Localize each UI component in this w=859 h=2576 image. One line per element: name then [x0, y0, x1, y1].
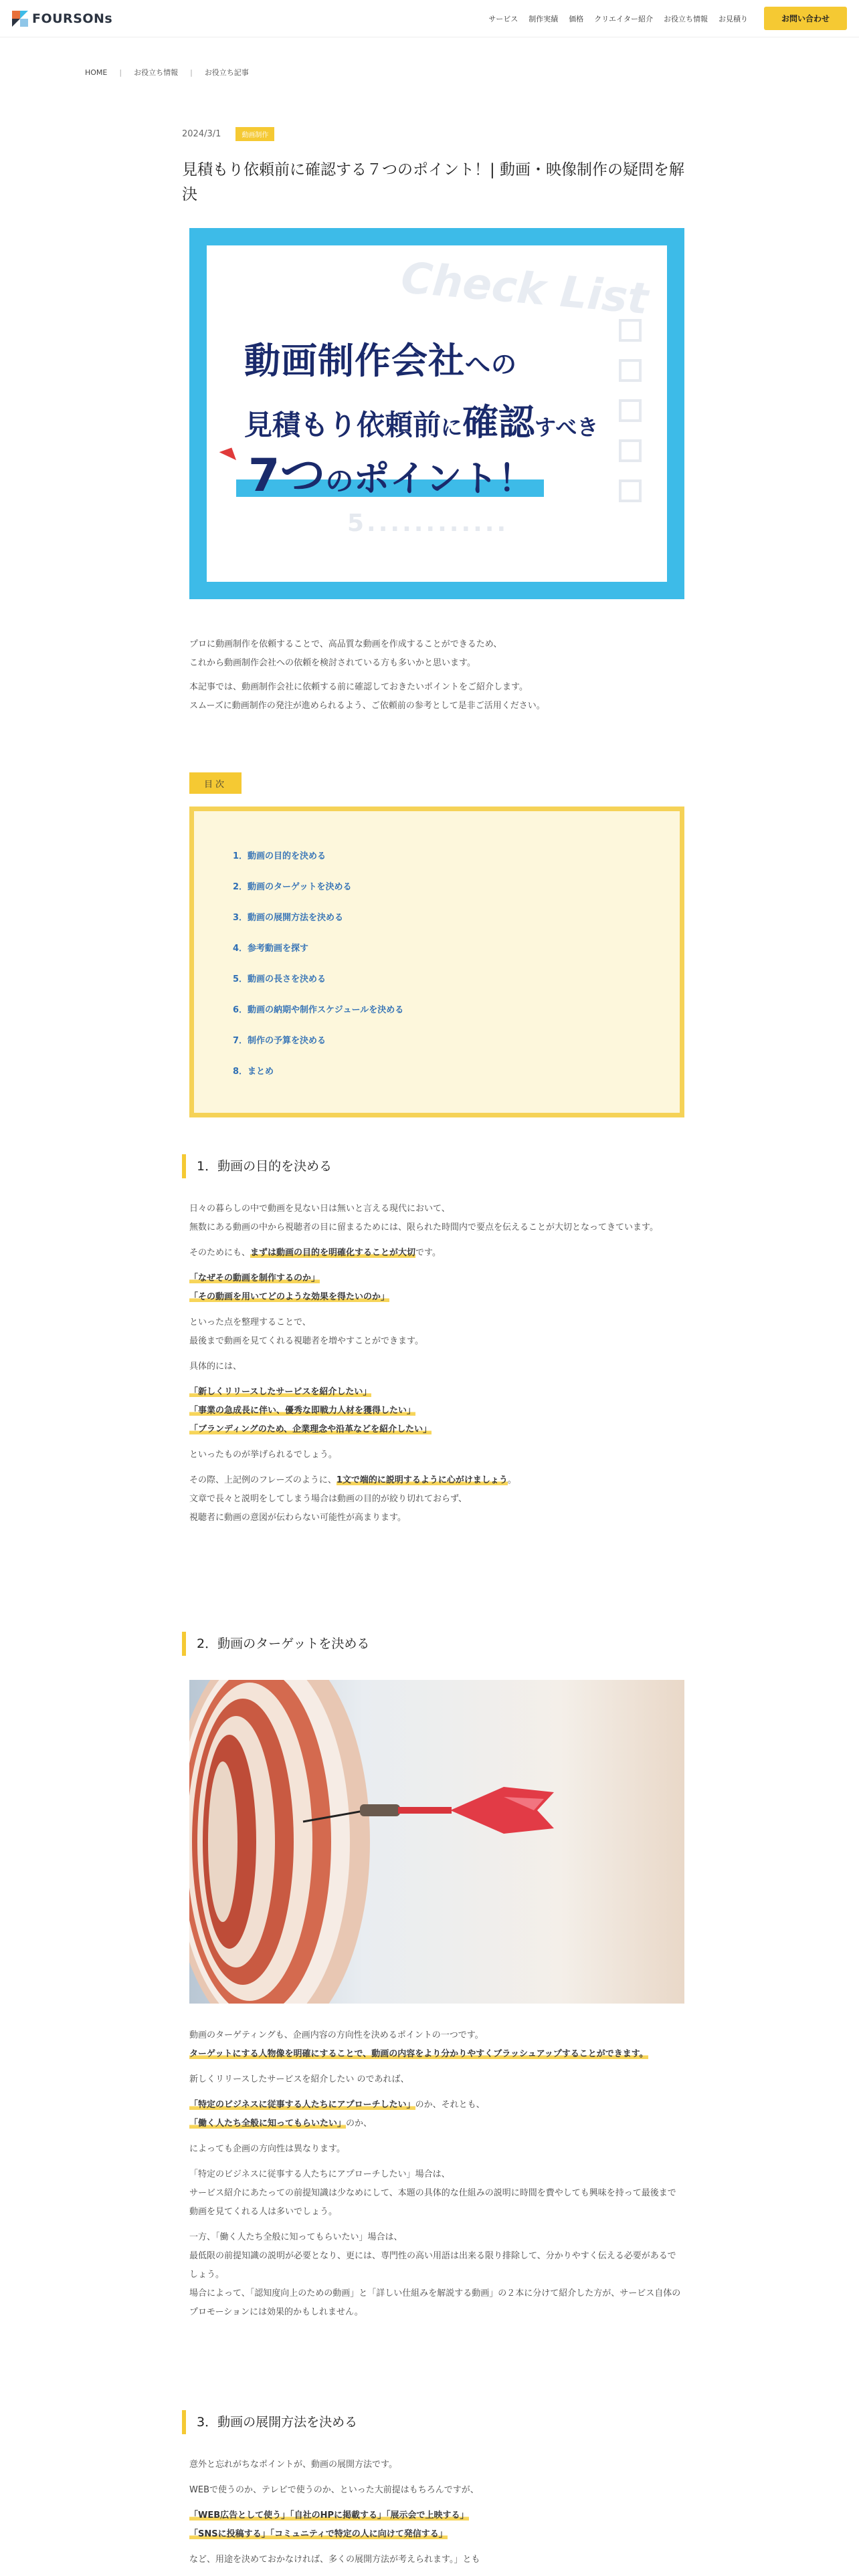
breadcrumb-home[interactable]: HOME [85, 68, 108, 77]
highlight-text: 「その動画を用いてどのような効果を得たいのか」 [189, 1292, 390, 1302]
paragraph: WEBで使うのか、テレビで使うのか、といった大前提はもちろんですが、 [189, 2485, 479, 2495]
paragraph: など、用途を決めておかなければ、多くの展開方法が考えられます。」とも [189, 2555, 480, 2565]
toc-item[interactable]: 7．制作の予算を決める [233, 1036, 326, 1046]
hero-text: 7つ [248, 449, 326, 502]
text: のか、それとも、 [415, 2100, 485, 2110]
breadcrumb-info[interactable]: お役立ち情報 [134, 68, 179, 77]
hero-text: の [325, 465, 354, 498]
checkbox-icon [619, 439, 642, 462]
toc-item[interactable]: 3．動画の展開方法を決める [233, 913, 344, 923]
paragraph: スムーズに動画制作の発注が進められるよう、ご依頼前の参考として是非ご活用ください。 [189, 701, 545, 711]
breadcrumb-current: お役立ち記事 [204, 68, 249, 77]
paragraph [189, 2525, 684, 2544]
hero-text: すべき [535, 415, 599, 440]
text: のか、 [346, 2119, 373, 2129]
contact-button[interactable]: お問い合わせ [764, 7, 847, 30]
paragraph [189, 1244, 684, 1263]
paragraph [189, 1402, 684, 1420]
article-meta [182, 127, 685, 141]
hero-text: 見積もり依頼前 [244, 409, 442, 441]
toc-item[interactable]: 2．動画のターゲットを決める [233, 882, 352, 892]
checkbox-icon [619, 399, 642, 422]
paragraph: 場合によって、「認知度向上のための動画」と「詳しい仕組みを解説する動画」の２本に分けて紹介した方が、サービス自体のプロモーションには効果的かもしれません。 [189, 2288, 681, 2317]
paragraph: といったものが挙げられるでしょう。 [189, 1450, 337, 1460]
logo-icon [12, 11, 28, 27]
section3-body [189, 2456, 684, 2569]
paragraph [189, 1471, 684, 1490]
toc-item[interactable]: 1．動画の目的を決める [233, 851, 326, 861]
article-date: 2024/3/1 [182, 129, 221, 139]
paragraph [189, 1420, 684, 1439]
paragraph: 最低限の前提知識の説明が必要となり、更には、専門性の高い用語は出来る限り排除して、分かりやすく伝える必要があるでしょう。 [189, 2251, 676, 2280]
highlight-text: ターゲットにする人物像を明確にすることで、動画の内容をより分かりやすくブラッシュアップすることができます。 [189, 2049, 648, 2059]
hero-headline-3 [248, 439, 534, 504]
highlight-text: 「事業の急成長に伴い、優秀な即戦力人材を獲得したい」 [189, 1406, 416, 1416]
logo[interactable] [12, 11, 112, 27]
toc-item[interactable]: 8．まとめ [233, 1067, 274, 1077]
hero-text: ポイント！ [353, 457, 535, 500]
paragraph: によっても企画の方向性は異なります。 [189, 2144, 345, 2154]
hero-headline-2 [244, 394, 598, 445]
intro-text-2 [189, 678, 684, 716]
nav-item-creators[interactable]: クリエイター紹介 [594, 14, 653, 23]
dartboard-image [189, 1680, 684, 2004]
paragraph [189, 2045, 684, 2064]
hero-text: 動画制作会社 [244, 340, 465, 382]
checkbox-icon [619, 319, 642, 342]
paragraph [189, 2096, 684, 2115]
checkbox-icon [619, 359, 642, 382]
paragraph: 意外と忘れがちなポイントが、動画の展開方法です。 [189, 2460, 397, 2470]
highlight-text: 「SNSに投稿する」「コミュニティで特定の人に向けて発信する」 [189, 2529, 448, 2539]
paragraph: 無数にある動画の中から視聴者の目に留まるためには、限られた時間内で要点を伝えることが大切となってきています。 [189, 1222, 658, 1232]
section1-body [189, 1200, 684, 1527]
main-nav [488, 7, 847, 30]
section-heading: 1．動画の目的を決める [182, 1154, 685, 1178]
paragraph: 具体的には、 [189, 1362, 242, 1372]
paragraph: 動画のターゲティングも、企画内容の方向性を決めるポイントの一つです。 [189, 2030, 484, 2040]
hero-watermark: Check List [399, 253, 650, 324]
paragraph: 視聴者に動画の意図が伝わらない可能性が高まります。 [189, 1513, 406, 1523]
site-header [0, 0, 859, 37]
text: 。 [507, 1475, 516, 1485]
paragraph: プロに動画制作を依頼することで、高品質な動画を作成することができるため、 [189, 639, 502, 649]
article-title: 見積もり依頼前に確認する７つのポイント！| 動画・映像制作の疑問を解決 [182, 161, 685, 203]
dart-target-photo [189, 1680, 684, 2004]
paragraph [189, 1269, 684, 1288]
highlight-text: 「ブランディングのため、企業理念や沿革などを紹介したい」 [189, 1424, 432, 1434]
highlight-text: 「働く人たち全般に知ってもらいたい」 [189, 2119, 347, 2129]
nav-item-info[interactable]: お役立ち情報 [663, 14, 708, 23]
category-badge[interactable]: 動画制作 [235, 127, 274, 141]
hero-headline-1 [244, 332, 517, 384]
paragraph: サービス紹介にあたっての前提知識は少なめにして、本題の具体的な仕組みの説明に時間を費やしても興味を持って最後まで動画を見てくれる人は多いでしょう。 [189, 2188, 676, 2217]
highlight-text: 「特定のビジネスに従事する人たちにアプローチしたい」 [189, 2100, 415, 2110]
checkbox-decoration [613, 319, 654, 520]
hero-text: 確認 [462, 401, 535, 443]
nav-item-price[interactable]: 価格 [569, 14, 584, 23]
hero-text: への [465, 350, 518, 379]
paragraph: 新しくリリースしたサービスを紹介したい のであれば、 [189, 2074, 409, 2084]
toc-item[interactable]: 5．動画の長さを決める [233, 974, 326, 984]
text: です。 [415, 1248, 441, 1258]
paragraph: 本記事では、動画制作会社に依頼する前に確認しておきたいポイントをご紹介します。 [189, 682, 528, 692]
paragraph: 最後まで動画を見てくれる視聴者を増やすことができます。 [189, 1336, 423, 1346]
hero-dots: 5............ [347, 510, 509, 537]
paragraph [189, 2115, 684, 2133]
text: その際、上記例のフレーズのように、 [189, 1475, 337, 1485]
toc-label: 目次 [189, 772, 242, 794]
toc-item[interactable]: 4．参考動画を探す [233, 944, 309, 954]
hero-canvas [207, 245, 667, 582]
section-heading: 3．動画の展開方法を決める [182, 2410, 685, 2434]
nav-item-works[interactable]: 制作実績 [529, 14, 559, 23]
paragraph: といった点を整理することで、 [189, 1317, 311, 1327]
paragraph: 文章で長々と説明をしてしまう場合は動画の目的が絞り切れておらず、 [189, 1494, 467, 1504]
highlight-text: 「WEB広告として使う」「自社のHPに掲載する」「展示会で上映する」 [189, 2510, 469, 2520]
checkbox-icon [619, 479, 642, 502]
paragraph: これから動画制作会社への依頼を検討されている方も多いかと思います。 [189, 658, 476, 668]
highlight-text: まずは動画の目的を明確化することが大切 [250, 1248, 416, 1258]
emphasis-icon: ◥ [217, 443, 237, 467]
text: そのためにも、 [189, 1248, 251, 1258]
breadcrumb-separator: | [190, 68, 193, 77]
toc-item[interactable]: 6．動画の納期や制作スケジュールを決める [233, 1005, 404, 1015]
paragraph: 一方、「働く人たち全般に知ってもらいたい」場合は、 [189, 2232, 403, 2242]
hero-text: に [441, 415, 463, 440]
paragraph: 「特定のビジネスに従事する人たちにアプローチしたい」場合は、 [189, 2169, 450, 2179]
paragraph [189, 1383, 684, 1402]
paragraph: 日々の暮らしの中で動画を見ない日は無いと言える現代において、 [189, 1204, 450, 1214]
paragraph [189, 2506, 684, 2525]
table-of-contents [189, 807, 684, 1117]
nav-item-estimate[interactable]: お見積り [718, 14, 748, 23]
logo-text: FOURSONs [32, 11, 113, 26]
intro-text [189, 635, 684, 673]
highlight-text: 「新しくリリースしたサービスを紹介したい」 [189, 1387, 372, 1397]
hero-image [189, 228, 684, 599]
section2-body [189, 2026, 684, 2322]
breadcrumb-separator: | [119, 68, 122, 77]
highlight-text: 1文で端的に説明するように心がけましょう [336, 1475, 508, 1485]
paragraph [189, 1288, 684, 1307]
breadcrumb [85, 67, 249, 78]
nav-item-services[interactable]: サービス [488, 14, 518, 23]
section-heading: 2．動画のターゲットを決める [182, 1632, 685, 1656]
highlight-text: 「なぜその動画を制作するのか」 [189, 1273, 320, 1283]
